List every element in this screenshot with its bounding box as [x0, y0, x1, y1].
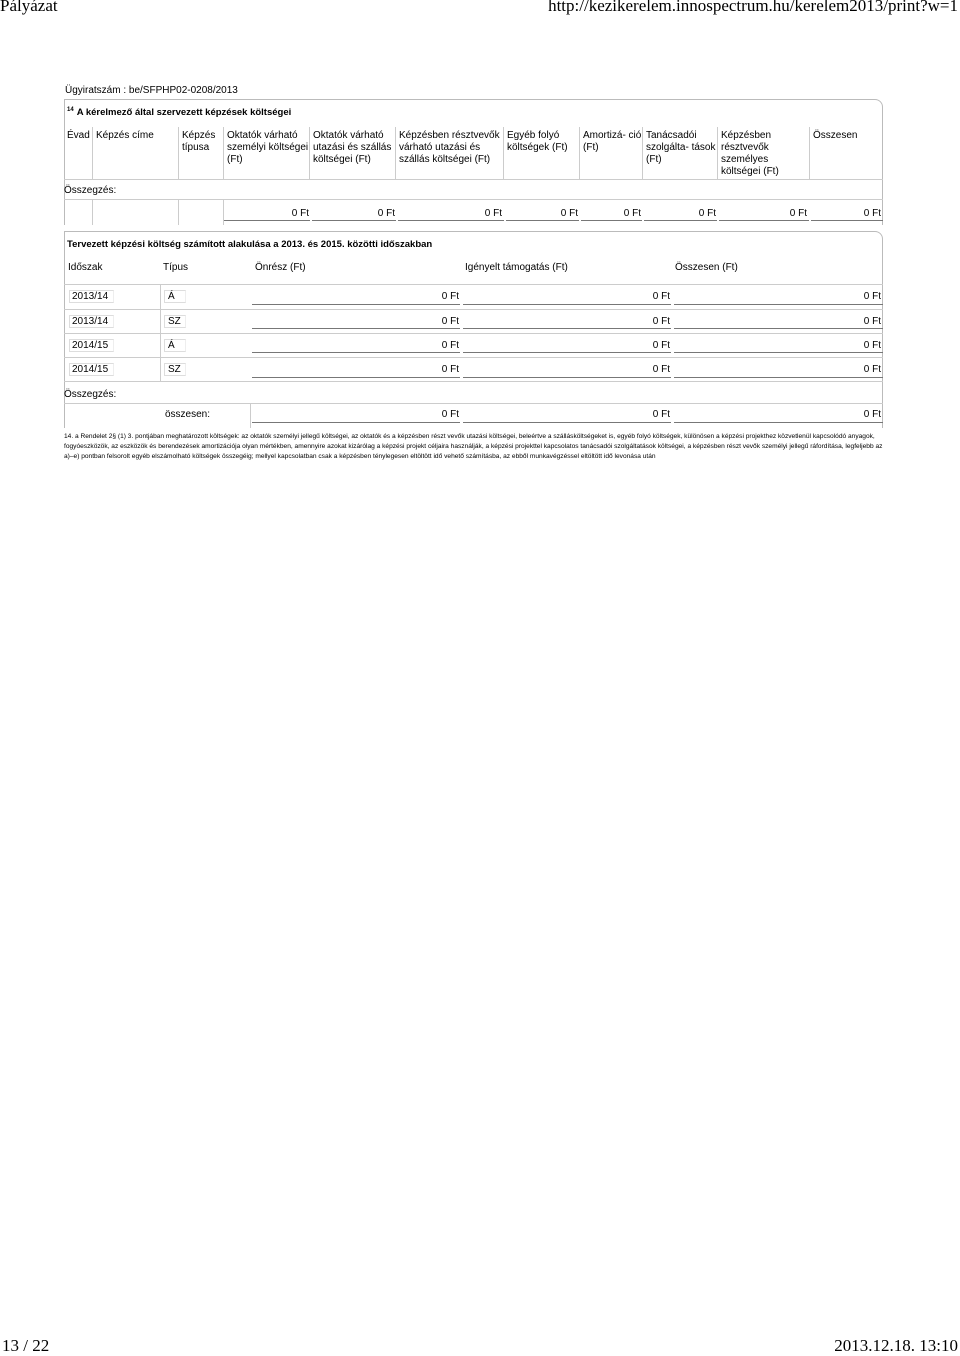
col-header-season: Évad: [67, 130, 90, 141]
row-total: 0 Ft: [863, 291, 881, 302]
row-divider: [64, 309, 883, 310]
row-divider: [64, 333, 883, 334]
row-requested: 0 Ft: [652, 316, 670, 327]
section-title-text: A kérelmező által szervezett képzések költségei: [76, 107, 292, 119]
field-underline: [398, 220, 504, 221]
col-header-consulting: Tanácsadói szolgálta- tások (Ft): [642, 127, 717, 179]
field-underline: [463, 422, 671, 423]
field-underline: [463, 377, 671, 378]
row-divider: [64, 381, 883, 382]
row-requested: 0 Ft: [652, 291, 670, 302]
field-underline: [674, 328, 883, 329]
sum-total: 0 Ft: [863, 208, 881, 219]
header-divider: [64, 179, 883, 180]
row-own: 0 Ft: [441, 291, 459, 302]
print-header-url: http://kezikerelem.innospectrum.hu/kerelem2013/print?w=1: [548, 0, 958, 15]
sum-participant-travel: 0 Ft: [484, 208, 502, 219]
col-header-requested-support: Igényelt támogatás (Ft): [465, 262, 568, 273]
row-total: 0 Ft: [863, 340, 881, 351]
field-underline: [252, 304, 460, 305]
footnote: 14. a Rendelet 2§ (1) 3. pontjában meghatározott költségek: az oktatók személyi jellegű költségei, az oktatók és a képzésben részt vevők utazási költségei, beleértve a szállásköltségeket is, egyéb folyó költségek, különösen a képzési projekthez közvetlenül kapcsolódó anyagok, fogyóeszközök, az eszközök és berendezések amortizációja olyan mértékben, amennyire azokat kizárólag a képzési projekt céljaira használják, a képzési projekttel kapcsolatos tanácsadói szolgáltatások költségei, a képzésben részt vevők személyi jellegű ráfordítása, legfeljebb az a)–e) pontban felsorolt egyéb elszámolható költségek összegéig; mellyel kapcsolatban csak a képzésben ténylegesen eltöltött idő vehető számításba, az ebből munkavégzéssel eltöltött idő levonása után: [64, 433, 883, 460]
field-underline: [506, 220, 579, 221]
row-divider: [64, 403, 883, 404]
field-underline: [719, 220, 809, 221]
col-header-participant-personal-costs: Képzésben résztvevők személyes költségei (Ft): [717, 127, 809, 179]
row-divider: [64, 284, 883, 285]
row-requested: 0 Ft: [652, 340, 670, 351]
row-requested: 0 Ft: [652, 364, 670, 375]
total-requested: 0 Ft: [652, 409, 670, 420]
summary-label: Összegzés:: [64, 389, 117, 400]
field-underline: [644, 220, 717, 221]
cost-projection-section: [64, 231, 883, 428]
field-underline: [252, 422, 460, 423]
cell-divider: [160, 284, 161, 381]
col-header-total: Összesen (Ft): [675, 262, 738, 273]
col-header-training-title: Képzés címe: [92, 127, 178, 179]
sum-consulting: 0 Ft: [698, 208, 716, 219]
print-header-title: Pályázat: [0, 0, 58, 15]
field-underline: [674, 352, 883, 353]
row-type: Á: [168, 340, 175, 351]
row-period: 2013/14: [72, 291, 109, 302]
section-title: Tervezett képzési költség számított alakulása a 2013. és 2015. közötti időszakban: [67, 239, 433, 250]
total-label: összesen:: [165, 409, 211, 420]
sum-other-costs: 0 Ft: [560, 208, 578, 219]
col-header-participant-travel-costs: Képzésben résztvevők várható utazási és szállás költségei (Ft): [395, 127, 503, 179]
footnote-mark: 14: [67, 107, 74, 113]
field-underline: [224, 220, 310, 221]
row-type: Á: [168, 291, 175, 302]
col-header-instructor-personal-costs: Oktatók várható személyi költségei (Ft): [223, 127, 309, 179]
cell-divider: [178, 199, 179, 225]
file-number: Ügyiratszám : be/SFPHP02-0208/2013: [65, 85, 238, 96]
row-own: 0 Ft: [441, 340, 459, 351]
row-total: 0 Ft: [863, 316, 881, 327]
col-header-depreciation: Amortizá- ció (Ft): [579, 127, 642, 179]
row-divider: [64, 199, 883, 200]
col-header-total: Összesen: [809, 127, 883, 179]
total-own: 0 Ft: [441, 409, 459, 420]
field-underline: [811, 220, 883, 221]
row-period: 2014/15: [72, 340, 109, 351]
row-type: SZ: [168, 316, 181, 327]
field-underline: [463, 304, 671, 305]
row-type: SZ: [168, 364, 181, 375]
sum-depreciation: 0 Ft: [623, 208, 641, 219]
row-period: 2013/14: [72, 316, 109, 327]
row-total: 0 Ft: [863, 364, 881, 375]
summary-label: Összegzés:: [64, 185, 117, 196]
field-underline: [463, 328, 671, 329]
cell-divider: [92, 199, 93, 225]
page-number: 13 / 22: [2, 1336, 50, 1355]
field-underline: [674, 377, 883, 378]
field-underline: [674, 422, 883, 423]
field-underline: [463, 352, 671, 353]
field-underline: [252, 377, 460, 378]
sum-instructor-travel: 0 Ft: [377, 208, 395, 219]
sum-participant-personal: 0 Ft: [789, 208, 807, 219]
field-underline: [252, 352, 460, 353]
row-own: 0 Ft: [441, 364, 459, 375]
sum-instructor-personal: 0 Ft: [291, 208, 309, 219]
col-header-own-contribution: Önrész (Ft): [255, 262, 306, 273]
cell-divider: [250, 403, 251, 428]
print-timestamp: 2013.12.18. 13:10: [834, 1336, 958, 1355]
field-underline: [312, 220, 396, 221]
col-header-other-costs: Egyéb folyó költségek (Ft): [503, 127, 579, 179]
col-header-type: Típus: [163, 262, 189, 273]
section-title: [67, 107, 291, 118]
field-underline: [581, 220, 642, 221]
col-header-period: Időszak: [68, 262, 103, 273]
row-period: 2014/15: [72, 364, 109, 375]
field-underline: [252, 328, 460, 329]
row-divider: [64, 357, 883, 358]
field-underline: [674, 304, 883, 305]
col-header-instructor-travel-costs: Oktatók várható utazási és szállás költségei (Ft): [309, 127, 395, 179]
total-sum: 0 Ft: [863, 409, 881, 420]
col-header-training-type: Képzés típusa: [178, 127, 223, 179]
row-own: 0 Ft: [441, 316, 459, 327]
